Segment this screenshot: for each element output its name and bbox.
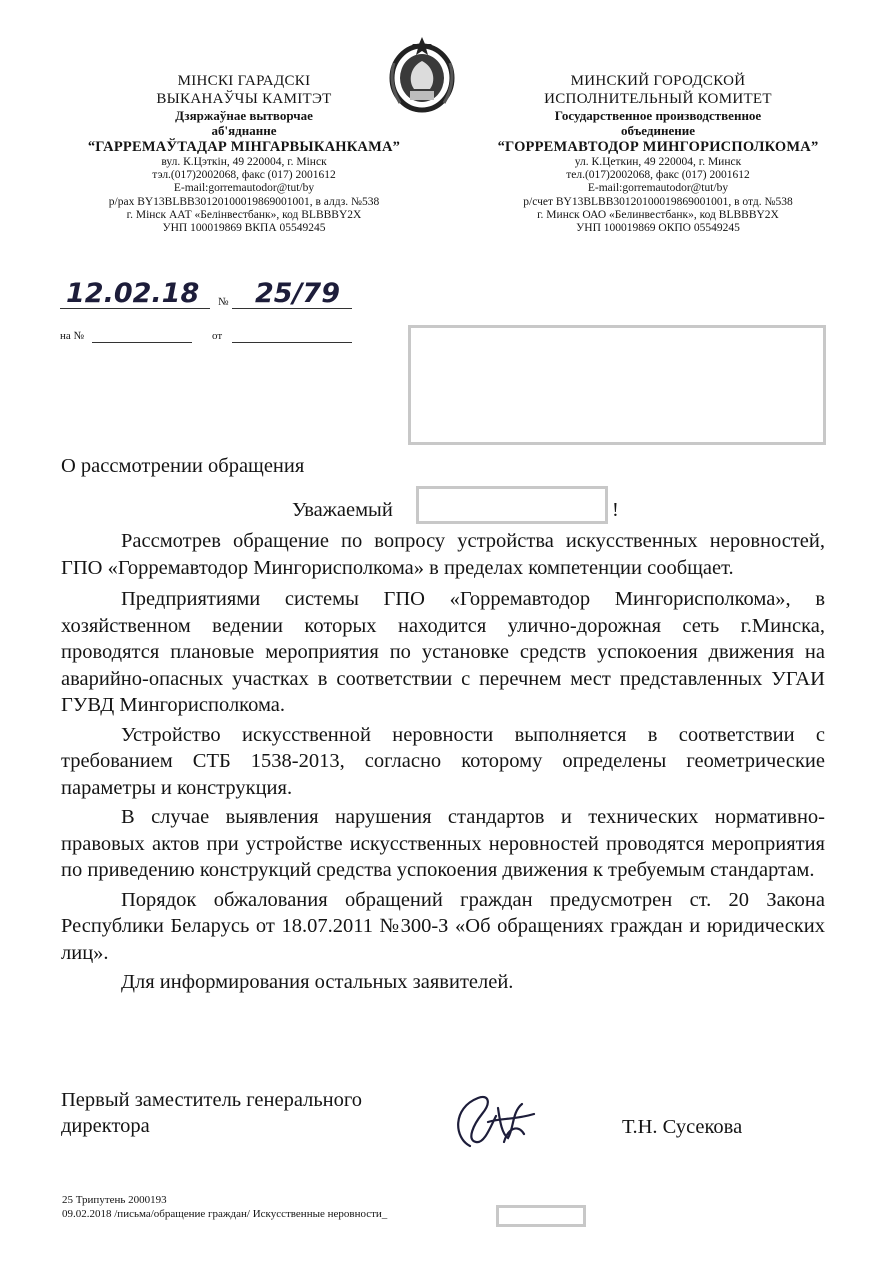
signatory-position [61, 1087, 362, 1139]
ref-number-label: на № [60, 330, 85, 342]
org-ids: УНП 100019869 ОКПО 05549245 [576, 222, 740, 235]
number-underline [232, 308, 352, 309]
org-bank-account: р/счет BY13BLBB30120100019869001001, в отд. №538 [523, 195, 793, 208]
body-paragraph: Порядок обжалования обращений граждан предусмотрен ст. 20 Закона Республики Беларусь от 18.07.2011 №300-З «Об обращениях граждан и юридических лиц». [61, 888, 825, 964]
org-type-line-2: аб'яднанне [211, 123, 277, 138]
greeting-prefix: Уважаемый [292, 499, 393, 521]
greeting-suffix: ! [612, 499, 619, 521]
signatory-name: Т.Н. Сусекова [622, 1116, 743, 1138]
letter-subject: О рассмотрении обращения [61, 455, 305, 477]
redacted-recipient-name [416, 486, 608, 524]
org-phone: тел.(017)2002068, факс (017) 2001612 [566, 169, 750, 182]
body-paragraph: Предприятиями системы ГПО «Горремавтодор Мингорисполкома», в хозяйственном ведении которых находится улично-дорожная сеть г.Минска, проводятся плановые мероприятия по установке средств успокоения движения на аварийно-опасных участках в соответствии с перечнем мест представленных УГАИ ГУВД Мингорисполкома. [61, 588, 825, 716]
signatory-position-line-1: Первый заместитель генерального [61, 1089, 363, 1111]
date-underline [60, 308, 210, 309]
redacted-addressee [408, 325, 826, 445]
org-address: вул. К.Цэткін, 49 220004, г. Мінск [161, 156, 327, 168]
org-type-line-1: Государственное производственное [554, 108, 762, 123]
outgoing-date: 12.02.18 [66, 278, 200, 309]
body-paragraph: Устройство искусственной неровности выполняется в соответствии с требованием СТБ 1538-2013, согласно которому определены геометрические параметры и конструкция. [61, 723, 825, 799]
org-ids: УНП 100019869 ВКПА 05549245 [162, 222, 326, 235]
org-bank-account: р/рах BY13BLBB30120100019869001001, в алдз. №538 [108, 195, 380, 208]
ref-date-label: от [212, 330, 223, 342]
body-paragraph: Для информирования остальных заявителей. [121, 971, 514, 993]
org-type-line-1: Дзяржаўнае вытворчае [175, 108, 313, 123]
org-bank: г. Минск ОАО «Белинвестбанк», код BLBBBY2X [537, 208, 779, 221]
handwritten-signature [448, 1088, 548, 1158]
org-email: E-mail:gorremautodor@tut/by [173, 182, 315, 195]
letterhead-line-2: ИСПОЛНИТЕЛЬНЫЙ КОМИТЕТ [544, 91, 772, 107]
letterhead-russian [462, 72, 854, 235]
letterhead-belarusian [48, 72, 440, 235]
org-name: “ГАРРЕМАЎТАДАР МІНГАРВЫКАНКАМА” [87, 139, 401, 155]
org-bank: г. Мінск ААТ «Белінвестбанк», код BLBBBY2X [126, 208, 362, 221]
body-paragraph: Рассмотрев обращение по вопросу устройства искусственных неровностей, ГПО «Горремавтодор Мингорисполкома» в пределах компетенции сообщает. [61, 530, 825, 579]
letter-body [61, 528, 825, 996]
letterhead-line-1: МІНСКІ ГАРАДСКІ [177, 73, 311, 89]
org-name: “ГОРРЕМАВТОДОР МИНГОРИСПОЛКОМА” [497, 139, 819, 155]
org-address: ул. К.Цеткин, 49 220004, г. Минск [574, 156, 742, 168]
signatory-position-line-2: директора [61, 1115, 150, 1137]
document-path: 09.02.2018 /письма/обращение граждан/ Искусственные неровности_ [62, 1208, 388, 1220]
body-paragraph: В случае выявления нарушения стандартов и технических нормативно-правовых актов при устройстве искусственных неровностей проводятся мероприятия по приведению конструкций средства успокоения движения к требуемым стандартам. [61, 806, 825, 881]
executor-info: 25 Трипутень 2000193 [62, 1194, 167, 1206]
redacted-footer-name [496, 1205, 586, 1227]
ref-date-underline [232, 342, 352, 343]
letterhead-line-1: МИНСКИЙ ГОРОДСКОЙ [570, 73, 746, 89]
letterhead-line-2: ВЫКАНАЎЧЫ КАМІТЭТ [156, 91, 332, 107]
number-label: № [218, 296, 229, 308]
org-phone: тэл.(017)2002068, факс (017) 2001612 [152, 169, 336, 182]
org-email: E-mail:gorremautodor@tut/by [587, 182, 729, 195]
outgoing-number: 25/79 [255, 278, 341, 309]
ref-number-underline [92, 342, 192, 343]
org-type-line-2: объединение [621, 123, 695, 138]
